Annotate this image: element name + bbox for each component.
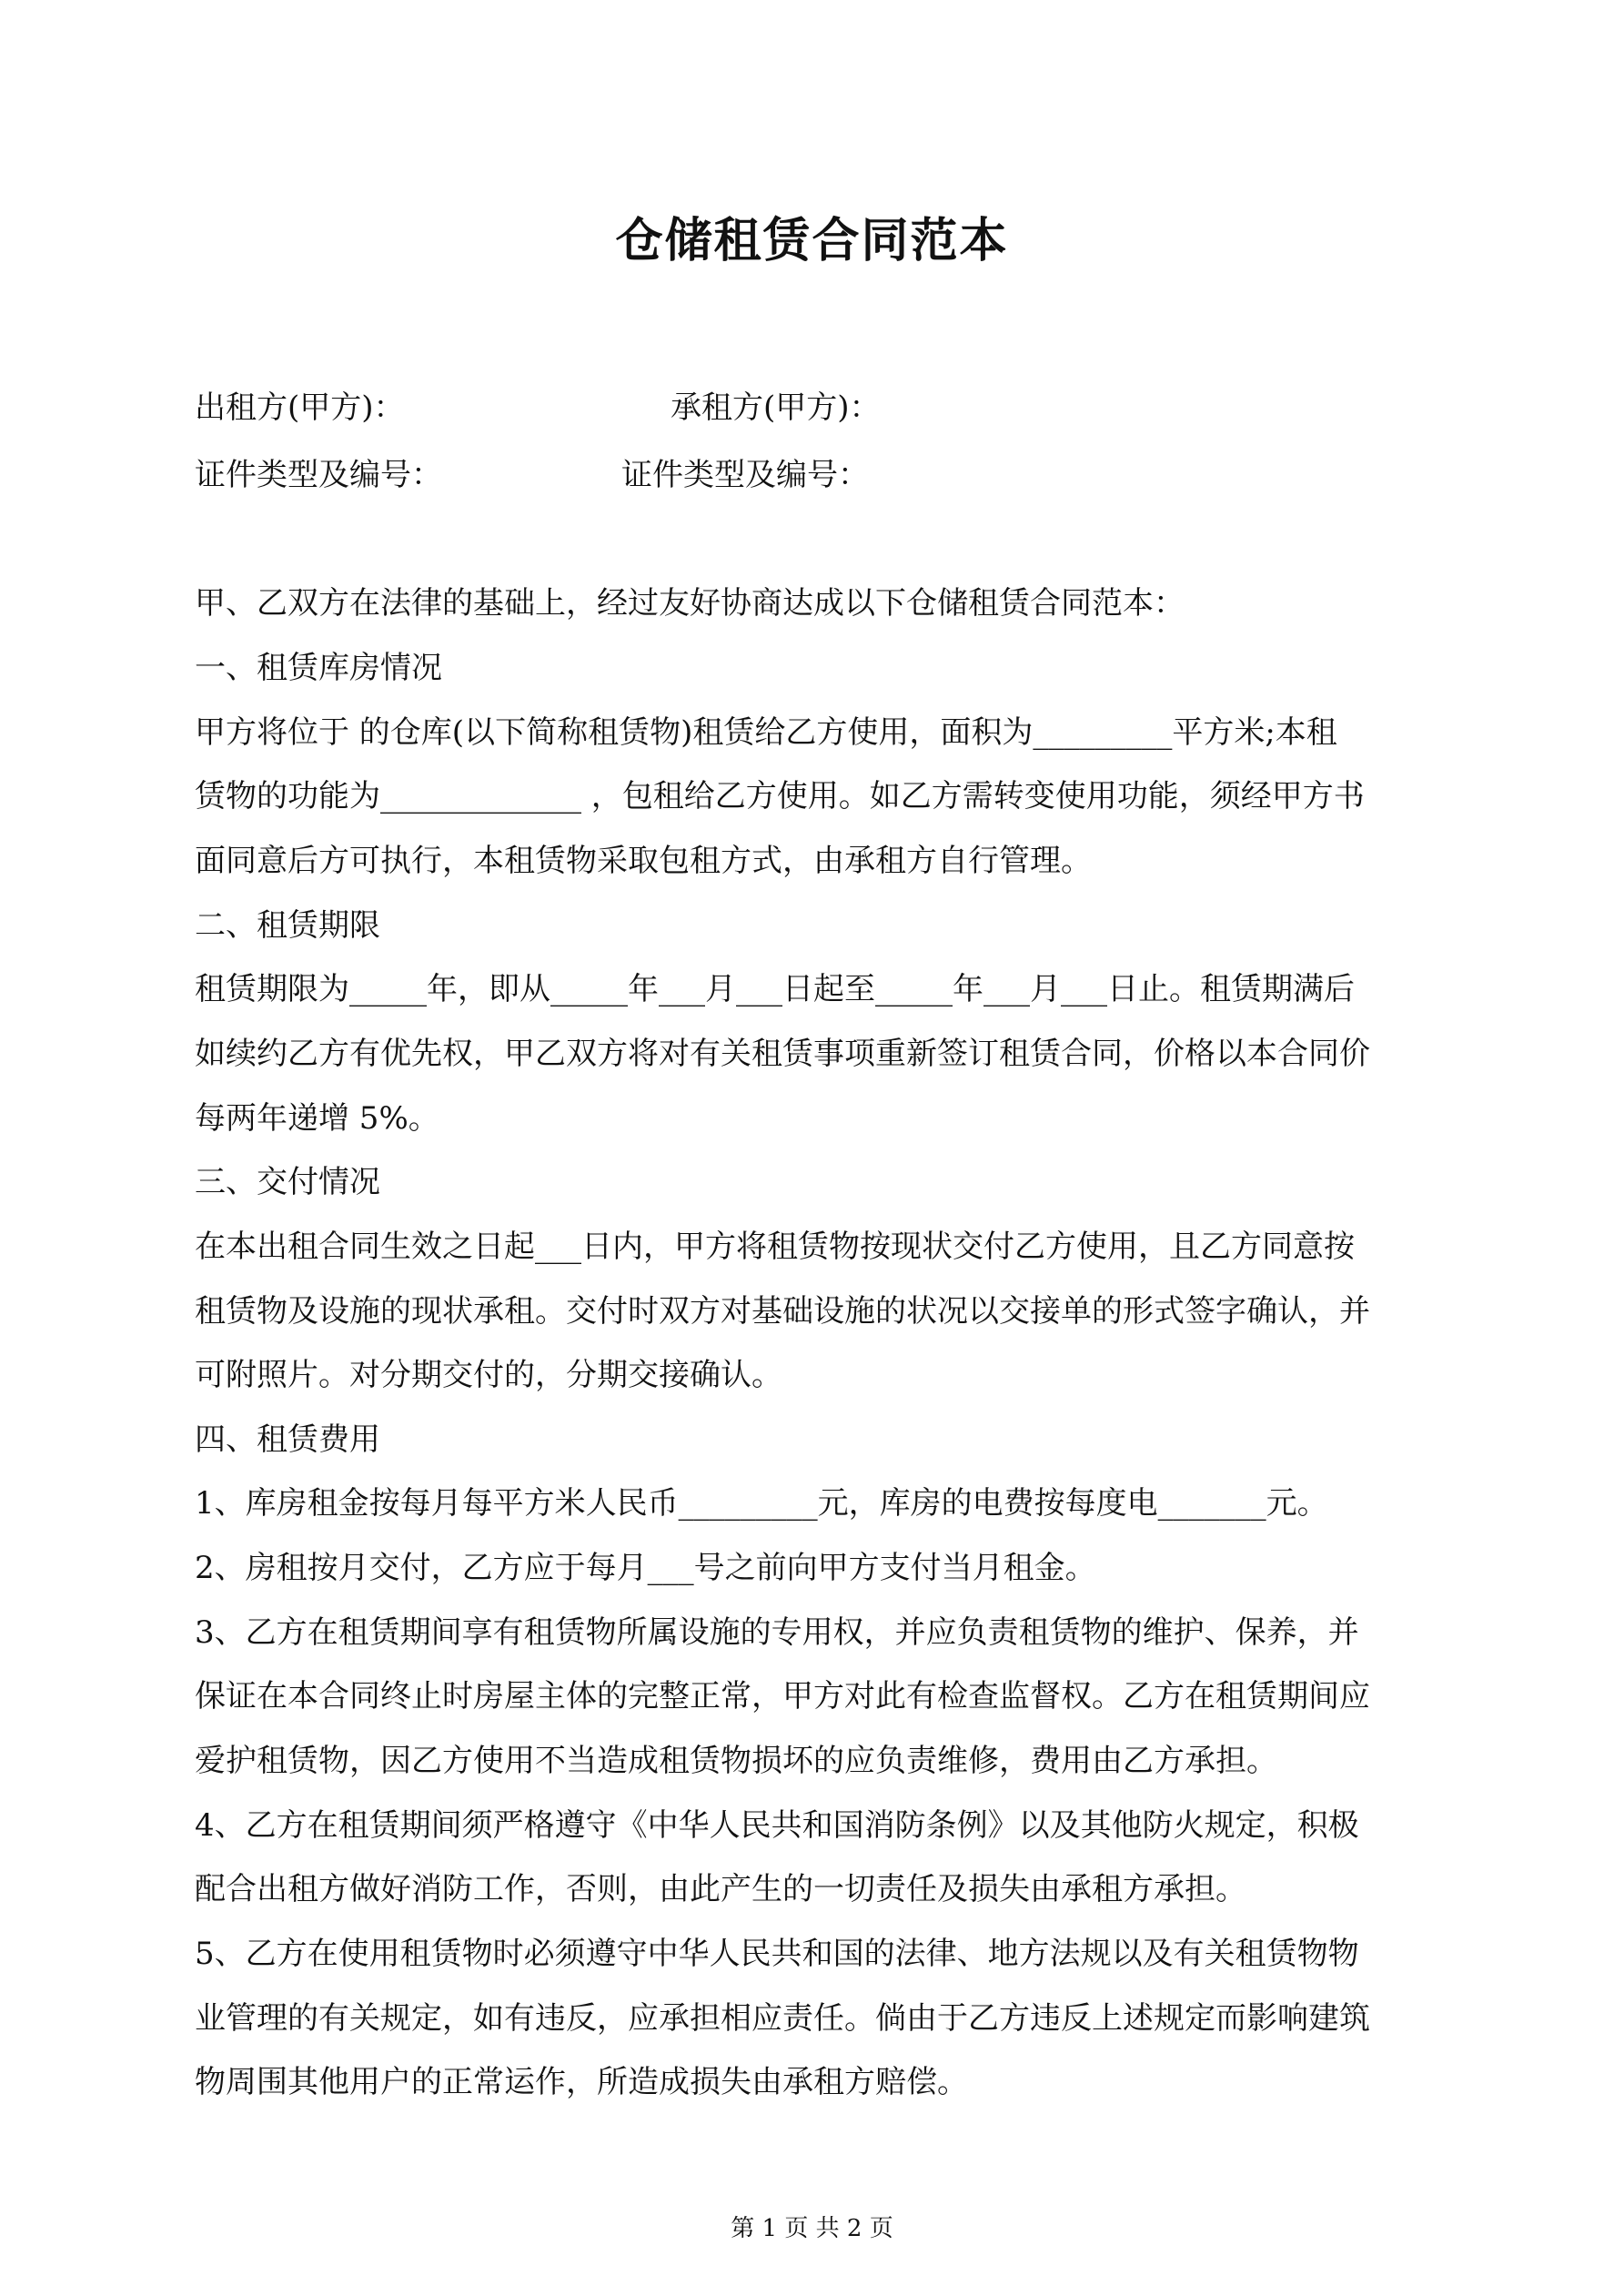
section-2-line-2: 如续约乙方有优先权，甲乙双方将对有关租赁事项重新签订租赁合同，价格以本合同价: [195, 1036, 1370, 1072]
clause-4-3-line-2: 保证在本合同终止时房屋主体的完整正常，甲方对此有检查监督权。乙方在租赁期间应: [195, 1678, 1370, 1714]
clause-4-2-line: 2、房租按月交付，乙方应于每月___号之前向甲方支付当月租金。: [195, 1550, 1096, 1586]
section-3-line-3: 可附照片。对分期交付的，分期交接确认。: [195, 1357, 782, 1393]
section-2-heading: 二、租赁期限: [195, 907, 380, 944]
section-1-line-1: 甲方将位于 的仓库(以下简称租赁物)租赁给乙方使用，面积为_________平方米;本租: [195, 714, 1337, 751]
page-number: 第 1 页 共 2 页: [731, 2215, 893, 2242]
clause-4-4-line-1: 4、乙方在租赁期间须严格遵守《中华人民共和国消防条例》以及其他防火规定，积极: [195, 1807, 1359, 1844]
lessee-id-label: 证件类型及编号：: [621, 457, 869, 493]
clause-4-4-line-2: 配合出租方做好消防工作，否则，由此产生的一切责任及损失由承租方承担。: [195, 1871, 1246, 1907]
lessor-id-label: 证件类型及编号：: [195, 457, 442, 493]
section-2-line-3: 每两年递增 5%。: [195, 1100, 439, 1137]
clause-4-5-line-1: 5、乙方在使用租赁物时必须遵守中华人民共和国的法律、地方法规以及有关租赁物物: [195, 1936, 1359, 1972]
document-title: 仓储租赁合同范本: [615, 214, 1009, 268]
section-1-line-3: 面同意后方可执行，本租赁物采取包租方式，由承租方自行管理。: [195, 843, 1092, 879]
clause-4-5-line-3: 物周围其他用户的正常运作，所造成损失由承租方赔偿。: [195, 2064, 968, 2100]
section-2-line-1: 租赁期限为_____年，即从_____年___月___日起至_____年___月___日止。租赁期满后: [195, 971, 1355, 1007]
clause-4-3-line-3: 爱护租赁物，因乙方使用不当造成租赁物损坏的应负责维修，费用由乙方承担。: [195, 1743, 1277, 1779]
clause-4-5-line-2: 业管理的有关规定，如有违反，应承担相应责任。倘由于乙方违反上述规定而影响建筑: [195, 2000, 1370, 2037]
lessee-label: 承租方(甲方)：: [671, 389, 881, 426]
lessor-label: 出租方(甲方)：: [195, 389, 405, 426]
section-3-line-1: 在本出租合同生效之日起___日内，甲方将租赁物按现状交付乙方使用，且乙方同意按: [195, 1229, 1355, 1265]
preamble-line: 甲、乙双方在法律的基础上，经过友好协商达成以下仓储租赁合同范本：: [195, 585, 1185, 622]
clause-4-1-line: 1、库房租金按每月每平方米人民币_________元，库房的电费按每度电_______元。: [195, 1485, 1328, 1522]
clause-4-3-line-1: 3、乙方在租赁期间享有租赁物所属设施的专用权，并应负责租赁物的维护、保养，并: [195, 1614, 1359, 1651]
section-1-line-2: 赁物的功能为_____________ ，包租给乙方使用。如乙方需转变使用功能，须经甲方书: [195, 778, 1365, 814]
section-4-heading: 四、租赁费用: [195, 1421, 380, 1458]
section-3-line-2: 租赁物及设施的现状承租。交付时双方对基础设施的状况以交接单的形式签字确认，并: [195, 1293, 1370, 1330]
section-1-heading: 一、租赁库房情况: [195, 650, 442, 686]
section-3-heading: 三、交付情况: [195, 1164, 380, 1200]
